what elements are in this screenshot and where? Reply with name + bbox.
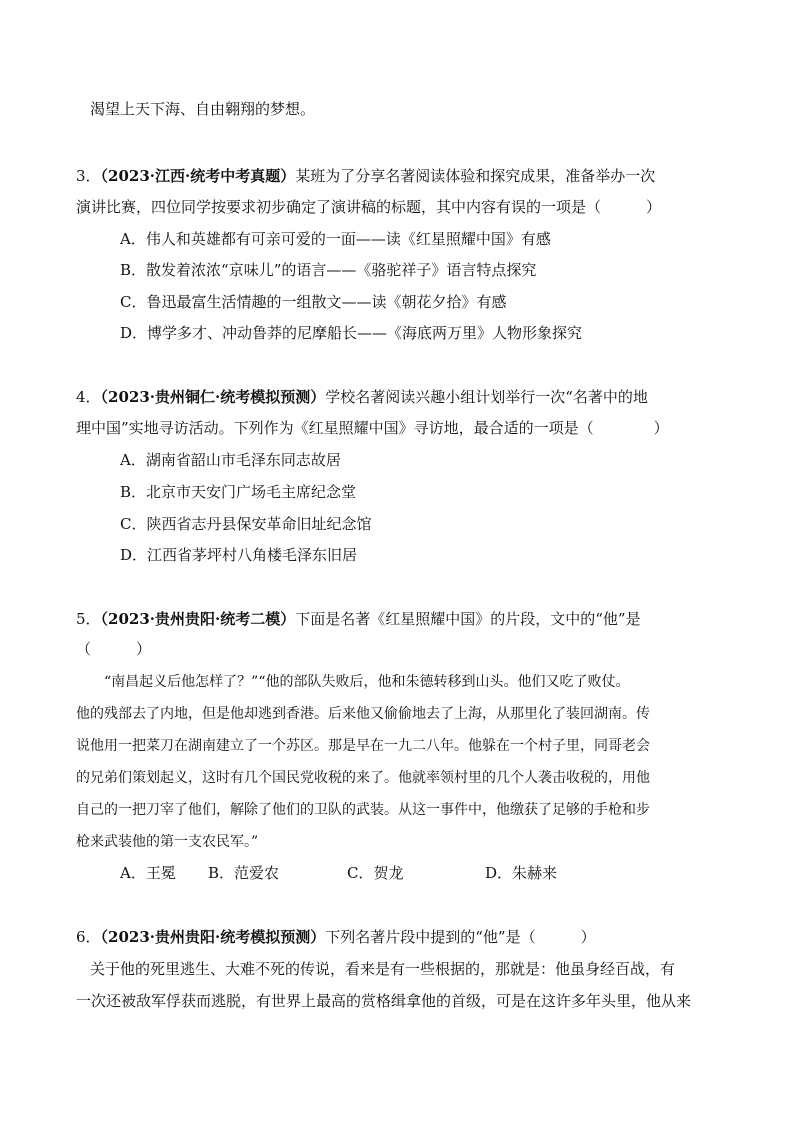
question-6-passage-line1: 关于他的死里逃生、大难不死的传说，看来是有一些根据的，那就是：他虽身经百战，有	[90, 960, 676, 978]
question-6-stem-text: 下列名著片段中提到的“他”是（ ）	[325, 928, 596, 946]
question-3-number: 3．	[76, 167, 101, 185]
question-4-stem-line2: 理中国”实地寻访活动。下列作为《红星照耀中国》寻访地，最合适的一项是（ ）	[76, 419, 669, 437]
passage-line: 自己的一把刀宰了他们，解除了他们的卫队的武装。从这一事件中，他缴获了足够的手枪和步	[76, 802, 650, 818]
question-3-option-b: B．散发着浓浓“京味儿”的语言——《骆驼祥子》语言特点探究	[120, 261, 537, 279]
question-3-source: （2023·江西·统考中考真题）	[100, 167, 296, 185]
question-4-option-a: A．湖南省韶山市毛泽东同志故居	[120, 451, 341, 469]
question-4-option-d: D．江西省茅坪村八角楼毛泽东旧居	[120, 546, 358, 564]
passage-line: “南昌起义后他怎样了？”“他的部队失败后，他和朱德转移到山头。他们又吃了败仗。	[76, 674, 630, 690]
question-5-stem-line1	[76, 608, 641, 630]
question-5-number: 5．	[76, 610, 101, 628]
question-6-stem	[76, 926, 596, 948]
question-4-option-b: B．北京市天安门广场毛主席纪念堂	[120, 483, 357, 501]
question-5-passage	[76, 666, 720, 858]
question-4-source: （2023·贵州铜仁·统考模拟预测）	[100, 388, 326, 406]
question-4-number: 4．	[76, 388, 101, 406]
intro-line: 渴望上天下海、自由翱翔的梦想。	[90, 100, 316, 118]
question-5-stem-line2: （ ）	[76, 640, 152, 658]
question-5-option-a: A．王冕	[120, 864, 176, 882]
question-3-option-c: C．鲁迅最富生活情趣的一组散文——读《朝花夕拾》有感	[120, 293, 507, 311]
question-3-stem-text: 某班为了分享名著阅读体验和探究成果，准备举办一次	[295, 167, 656, 185]
question-5-stem-text: 下面是名著《红星照耀中国》的片段，文中的“他”是	[295, 610, 641, 628]
passage-line: 枪来武装他的第一支农民军。”	[76, 834, 259, 850]
question-4-option-c: C．陕西省志丹县保安革命旧址纪念馆	[120, 515, 372, 533]
question-5-option-b: B．范爱农	[208, 864, 280, 882]
question-3-option-d: D．博学多才、冲动鲁莽的尼摩船长——《海底两万里》人物形象探究	[120, 324, 583, 342]
question-5-option-d: D．朱赫来	[485, 864, 558, 882]
question-6-number: 6．	[76, 928, 101, 946]
question-4-stem-text: 学校名著阅读兴趣小组计划举行一次“名著中的地	[325, 388, 648, 406]
question-3-stem-line2: 演讲比赛，四位同学按要求初步确定了演讲稿的标题，其中内容有误的一项是（ ）	[76, 198, 662, 216]
question-3-stem-line1	[76, 165, 655, 187]
question-4-stem-line1	[76, 386, 648, 408]
question-5-source: （2023·贵州贵阳·统考二模）	[100, 610, 296, 628]
question-6-source: （2023·贵州贵阳·统考模拟预测）	[100, 928, 326, 946]
passage-line: 他的残部去了内地，但是他却逃到香港。后来他又偷偷地去了上海，从那里化了装回湖南。传	[76, 706, 650, 722]
passage-line: 的兄弟们策划起义，这时有几个国民党收税的来了。他就率领村里的几个人袭击收税的，用他	[76, 770, 650, 786]
passage-line: 说他用一把菜刀在湖南建立了一个苏区。那是早在一九二八年。他躲在一个村子里，同哥老会	[76, 738, 650, 754]
question-6-passage-line2: 一次还被敌军俘获而逃脱，有世界上最高的赏格缉拿他的首级，可是在这许多年头里，他从来	[76, 992, 692, 1010]
question-5-option-c: C．贺龙	[347, 864, 404, 882]
question-3-option-a: A．伟人和英雄都有可亲可爱的一面——读《红星照耀中国》有感	[120, 230, 551, 248]
